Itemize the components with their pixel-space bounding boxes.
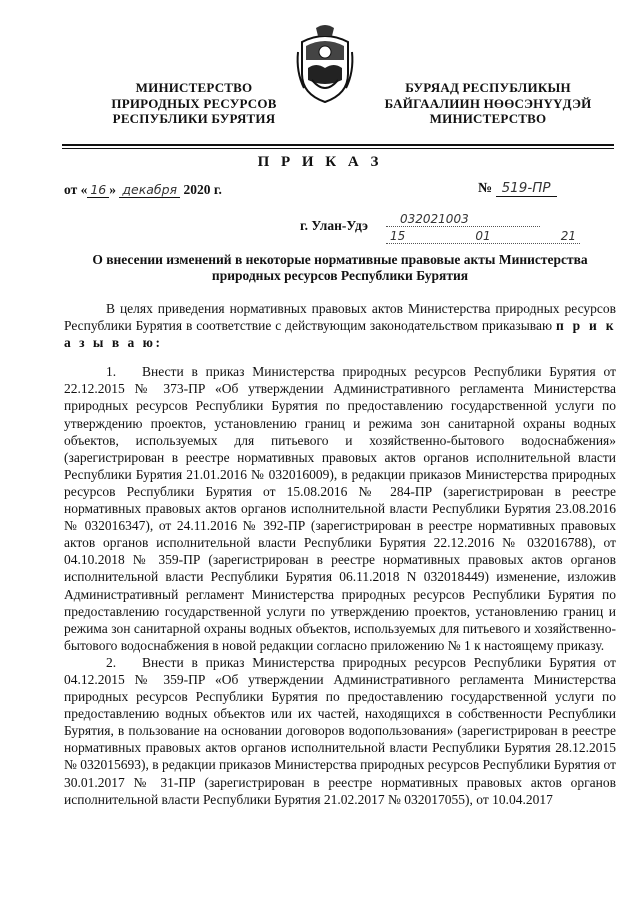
date-year: 2020 г. bbox=[183, 182, 222, 197]
ministry-name-buryat bbox=[358, 80, 618, 127]
item-2-number: 2. bbox=[106, 654, 117, 670]
intro-paragraph bbox=[64, 300, 616, 351]
item-1-paragraph bbox=[64, 363, 616, 654]
header-left-line-3: РЕСПУБЛИКИ БУРЯТИЯ bbox=[112, 111, 276, 126]
item-2-text: Внести в приказ Министерства природных ресурсов Республики Бурятия от 04.12.2015 № 359-ПР «Об утверждении Административного регламента Министерства природных ресурсов Республики Бурятия по предоставлению государственной услуги по предоставлению водных объектов или их частей, находящихся в собственности Республики Бурятия, в пользование на основании договоров водопользования» (зарегистрирован в реестре нормативных правовых актов органов исполнительной власти Республики Бурятия 28.12.2015 № 032015693), в редакции приказов Министерства природных ресурсов Республики Бурятия от 30.01.2017 № 31-ПР (зарегистрирован в реестре нормативных правовых актов органов исполнительной власти Республики Бурятия 21.02.2017 № 032017055), от 10.04.2017 bbox=[64, 654, 616, 807]
number-prefix: № bbox=[478, 181, 493, 196]
order-city: г. Улан-Удэ bbox=[300, 218, 368, 233]
coat-of-arms-emblem bbox=[294, 22, 356, 104]
item-2-paragraph bbox=[64, 654, 616, 808]
date-month-handwritten: декабря bbox=[119, 182, 180, 198]
date-prefix: от « bbox=[64, 182, 88, 197]
header-right-line-3: МИНИСТЕРСТВО bbox=[429, 111, 547, 126]
date-mid: » bbox=[109, 182, 116, 197]
number-handwritten: 519-ПР bbox=[496, 180, 557, 197]
header-left-line-1: МИНИСТЕРСТВО bbox=[135, 80, 253, 95]
registration-number: 032021003 bbox=[386, 212, 540, 227]
document-body bbox=[64, 300, 616, 808]
registration-month: 01 bbox=[475, 229, 491, 243]
item-1-text: Внести в приказ Министерства природных ресурсов Республики Бурятия от 22.12.2015 № 373-ПР «Об утверждении Административного регламента Министерства природных ресурсов Республики Бурятия по предоставлению государственной услуги по утверждению проектов, установлению границ и режима зон санитарной охраны водных объектов, используемых для питьевого и хозяйственно-бытового водоснабжения» (зарегистрирован в реестре нормативных правовых актов органов исполнительной власти Республики Бурятия 21.01.2016 № 032016009), в редакции приказов Министерства природных ресурсов Республики Бурятия от 15.08.2016 № 284-ПР (зарегистрирован в реестре нормативных правовых актов органов исполнительной власти Республики Бурятия 23.08.2016 № 032016347), от 24.11.2016 № 392-ПР (зарегистрирован в реестре нормативных правовых актов органов исполнительной власти Республики Бурятия 22.12.2016 № 032016788), от 04.10.2018 № 359-ПР (зарегистрирован в реестре нормативных правовых актов органов исполнительной власти Республики Бурятия 06.11.2018 N 032018449) изменение, изложив Административный регламент Министерства природных ресурсов Республики Бурятия по предоставлению государственной услуги по утверждению проектов, установлению границ и режима зон санитарной охраны водных объектов, используемых для питьевого и хозяйственно-бытового водоснабжения в новой редакции согласно приложению № 1 к настоящему приказу. bbox=[64, 364, 616, 653]
order-title: П Р И К А З bbox=[257, 154, 383, 170]
order-date bbox=[64, 182, 222, 198]
header-right-line-2: БАЙГААЛИИН НӨӨСЭНҮҮДЭЙ bbox=[384, 95, 592, 111]
document-title: О внесении изменений в некоторые нормативные правовые акты Министерства природных ресурсов Республики Бурятия bbox=[92, 252, 588, 283]
registration-year: 21 bbox=[560, 229, 576, 243]
intro-text: В целях приведения нормативных правовых актов Министерства природных ресурсов Республики Бурятия в соответствие с действующим законодательством приказываю bbox=[64, 301, 616, 334]
order-number bbox=[478, 180, 557, 197]
registration-stamp bbox=[386, 212, 586, 244]
item-1-number: 1. bbox=[106, 364, 117, 380]
header-divider-thin bbox=[62, 148, 614, 149]
ministry-name-russian bbox=[64, 80, 324, 127]
header-divider-thick bbox=[62, 144, 614, 146]
header-left-line-2: ПРИРОДНЫХ РЕСУРСОВ bbox=[111, 95, 277, 111]
registration-day: 15 bbox=[390, 229, 406, 243]
registration-date bbox=[386, 229, 580, 244]
intro-keyword: п р и к а з ы в а ю: bbox=[64, 318, 616, 351]
date-day-handwritten: 16 bbox=[87, 182, 109, 198]
header-right-line-1: БУРЯАД РЕСПУБЛИКЫН bbox=[405, 80, 571, 95]
